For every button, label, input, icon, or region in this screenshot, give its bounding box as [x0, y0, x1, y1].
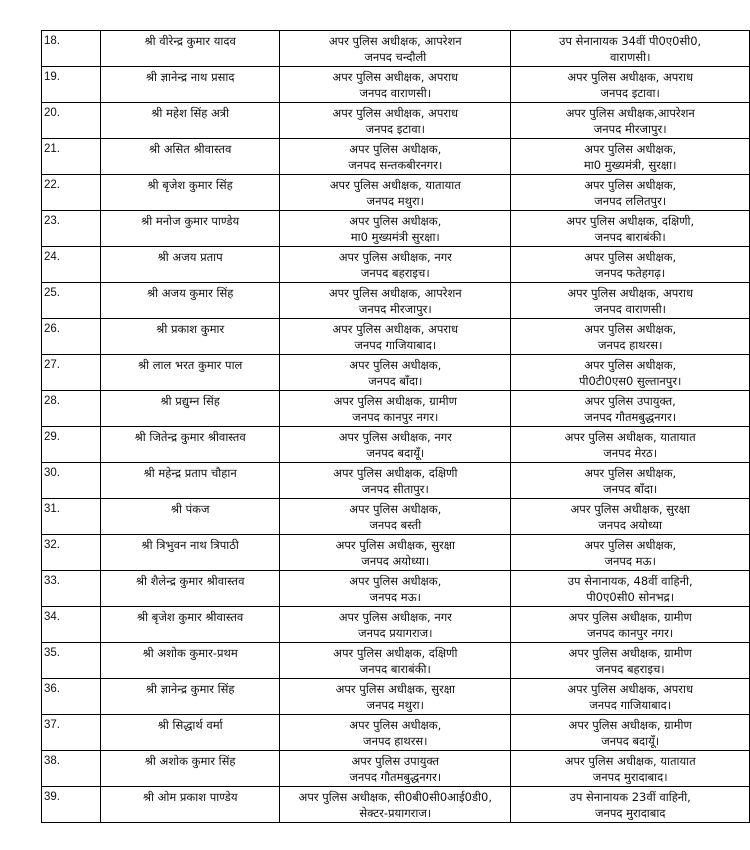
table-row: [42, 535, 750, 571]
table-row: [42, 319, 750, 355]
current-posting-cell: अपर पुलिस अधीक्षक, अपराध जनपद गाजियाबाद।: [280, 319, 511, 355]
current-posting-cell: अपर पुलिस अधीक्षक, जनपद बाँदा।: [280, 355, 511, 391]
table-row: [42, 463, 750, 499]
officer-name-cell: श्री अजय कुमार सिंह: [101, 283, 280, 319]
current-posting-cell: अपर पुलिस अधीक्षक, नगर जनपद बदायूँ।: [280, 427, 511, 463]
officer-name-cell: श्री सिद्धार्थ वर्मा: [101, 715, 280, 751]
table-row: [42, 643, 750, 679]
officer-name-cell: श्री मनोज कुमार पाण्डेय: [101, 211, 280, 247]
new-posting-cell: अपर पुलिस अधीक्षक, मा0 मुख्यमंत्री, सुरक्षा।: [511, 139, 750, 175]
serial-number-cell: 29.: [42, 427, 101, 463]
table-row: [42, 283, 750, 319]
table-row: [42, 175, 750, 211]
current-posting-cell: अपर पुलिस अधीक्षक, दक्षिणी जनपद सीतापुर।: [280, 463, 511, 499]
new-posting-cell: अपर पुलिस अधीक्षक, अपराध जनपद वाराणसी।: [511, 283, 750, 319]
officer-name-cell: श्री ज्ञानेन्द्र कुमार सिंह: [101, 679, 280, 715]
new-posting-cell: अपर पुलिस अधीक्षक, जनपद मऊ।: [511, 535, 750, 571]
new-posting-cell: उप सेनानायक 34वीं पी0ए0सी0, वाराणसी।: [511, 31, 750, 67]
current-posting-cell: अपर पुलिस अधीक्षक, जनपद हाथरस।: [280, 715, 511, 751]
serial-number-cell: 20.: [42, 103, 101, 139]
serial-number-cell: 31.: [42, 499, 101, 535]
current-posting-cell: अपर पुलिस अधीक्षक, ग्रामीण जनपद कानपुर नगर।: [280, 391, 511, 427]
serial-number-cell: 33.: [42, 571, 101, 607]
officer-name-cell: श्री प्रकाश कुमार: [101, 319, 280, 355]
table-row: [42, 67, 750, 103]
transfer-table-body: [42, 31, 750, 823]
new-posting-cell: उप सेनानायक 23वीं वाहिनी, जनपद मुरादाबाद: [511, 787, 750, 823]
serial-number-cell: 24.: [42, 247, 101, 283]
current-posting-cell: अपर पुलिस अधीक्षक, सुरक्षा जनपद अयोध्या।: [280, 535, 511, 571]
officer-name-cell: श्री लाल भरत कुमार पाल: [101, 355, 280, 391]
officer-name-cell: श्री महेन्द्र प्रताप चौहान: [101, 463, 280, 499]
officer-name-cell: श्री ओम प्रकाश पाण्डेय: [101, 787, 280, 823]
new-posting-cell: अपर पुलिस अधीक्षक,आपरेशन जनपद मीरजापुर।: [511, 103, 750, 139]
new-posting-cell: अपर पुलिस अधीक्षक, अपराध जनपद गाजियाबाद।: [511, 679, 750, 715]
table-row: [42, 247, 750, 283]
officer-name-cell: श्री बृजेश कुमार सिंह: [101, 175, 280, 211]
officer-name-cell: श्री ज्ञानेन्द्र नाथ प्रसाद: [101, 67, 280, 103]
table-row: [42, 499, 750, 535]
serial-number-cell: 39.: [42, 787, 101, 823]
transfer-table: [41, 30, 750, 823]
table-row: [42, 139, 750, 175]
officer-name-cell: श्री पंकज: [101, 499, 280, 535]
new-posting-cell: अपर पुलिस अधीक्षक, अपराध जनपद इटावा।: [511, 67, 750, 103]
new-posting-cell: अपर पुलिस उपायुक्त, जनपद गौतमबुद्धनगर।: [511, 391, 750, 427]
serial-number-cell: 22.: [42, 175, 101, 211]
serial-number-cell: 18.: [42, 31, 101, 67]
officer-name-cell: श्री अजय प्रताप: [101, 247, 280, 283]
serial-number-cell: 27.: [42, 355, 101, 391]
new-posting-cell: अपर पुलिस अधीक्षक, पी0टी0एस0 सुल्तानपुर।: [511, 355, 750, 391]
table-row: [42, 751, 750, 787]
serial-number-cell: 30.: [42, 463, 101, 499]
officer-name-cell: श्री प्रद्युम्न सिंह: [101, 391, 280, 427]
officer-name-cell: श्री वीरेन्द्र कुमार यादव: [101, 31, 280, 67]
serial-number-cell: 19.: [42, 67, 101, 103]
new-posting-cell: अपर पुलिस अधीक्षक, जनपद हाथरस।: [511, 319, 750, 355]
table-row: [42, 211, 750, 247]
serial-number-cell: 38.: [42, 751, 101, 787]
current-posting-cell: अपर पुलिस अधीक्षक, अपराध जनपद वाराणसी।: [280, 67, 511, 103]
current-posting-cell: अपर पुलिस अधीक्षक, दक्षिणी जनपद बाराबंकी।: [280, 643, 511, 679]
officer-name-cell: श्री बृजेश कुमार श्रीवास्तव: [101, 607, 280, 643]
serial-number-cell: 36.: [42, 679, 101, 715]
current-posting-cell: अपर पुलिस अधीक्षक, सी0बी0सी0आई0डी0, सेक्टर-प्रयागराज।: [280, 787, 511, 823]
current-posting-cell: अपर पुलिस अधीक्षक, सुरक्षा जनपद मथुरा।: [280, 679, 511, 715]
table-row: [42, 391, 750, 427]
new-posting-cell: उप सेनानायक, 48वीं वाहिनी, पी0ए0सी0 सोनभद्र।: [511, 571, 750, 607]
table-row: [42, 571, 750, 607]
current-posting-cell: अपर पुलिस अधीक्षक, जनपद सन्तकबीरनगर।: [280, 139, 511, 175]
new-posting-cell: अपर पुलिस अधीक्षक, जनपद ललितपुर।: [511, 175, 750, 211]
serial-number-cell: 25.: [42, 283, 101, 319]
serial-number-cell: 35.: [42, 643, 101, 679]
new-posting-cell: अपर पुलिस अधीक्षक, जनपद बाँदा।: [511, 463, 750, 499]
new-posting-cell: अपर पुलिस अधीक्षक, ग्रामीण जनपद कानपुर नगर।: [511, 607, 750, 643]
table-row: [42, 715, 750, 751]
new-posting-cell: अपर पुलिस अधीक्षक, ग्रामीण जनपद बदायूँ।: [511, 715, 750, 751]
current-posting-cell: अपर पुलिस अधीक्षक, जनपद मऊ।: [280, 571, 511, 607]
officer-name-cell: श्री शैलेन्द्र कुमार श्रीवास्तव: [101, 571, 280, 607]
current-posting-cell: अपर पुलिस उपायुक्त जनपद गौतमबुद्धनगर।: [280, 751, 511, 787]
current-posting-cell: अपर पुलिस अधीक्षक, नगर जनपद प्रयागराज।: [280, 607, 511, 643]
serial-number-cell: 34.: [42, 607, 101, 643]
new-posting-cell: अपर पुलिस अधीक्षक, जनपद फतेहगढ़।: [511, 247, 750, 283]
officer-name-cell: श्री त्रिभुवन नाथ त्रिपाठी: [101, 535, 280, 571]
officer-name-cell: श्री अशोक कुमार सिंह: [101, 751, 280, 787]
table-row: [42, 607, 750, 643]
current-posting-cell: अपर पुलिस अधीक्षक, यातायात जनपद मथुरा।: [280, 175, 511, 211]
table-row: [42, 355, 750, 391]
current-posting-cell: अपर पुलिस अधीक्षक, जनपद बस्ती: [280, 499, 511, 535]
current-posting-cell: अपर पुलिस अधीक्षक, अपराध जनपद इटावा।: [280, 103, 511, 139]
new-posting-cell: अपर पुलिस अधीक्षक, ग्रामीण जनपद बहराइच।: [511, 643, 750, 679]
table-row: [42, 679, 750, 715]
officer-name-cell: श्री महेश सिंह अत्री: [101, 103, 280, 139]
new-posting-cell: अपर पुलिस अधीक्षक, यातायात जनपद मेरठ।: [511, 427, 750, 463]
serial-number-cell: 28.: [42, 391, 101, 427]
serial-number-cell: 32.: [42, 535, 101, 571]
new-posting-cell: अपर पुलिस अधीक्षक, सुरक्षा जनपद अयोध्या: [511, 499, 750, 535]
new-posting-cell: अपर पुलिस अधीक्षक, यातायात जनपद मुरादाबाद।: [511, 751, 750, 787]
table-row: [42, 103, 750, 139]
table-row: [42, 427, 750, 463]
table-row: [42, 787, 750, 823]
officer-name-cell: श्री जितेन्द्र कुमार श्रीवास्तव: [101, 427, 280, 463]
serial-number-cell: 21.: [42, 139, 101, 175]
table-row: [42, 31, 750, 67]
current-posting-cell: अपर पुलिस अधीक्षक, नगर जनपद बहराइच।: [280, 247, 511, 283]
officer-name-cell: श्री अशोक कुमार-प्रथम: [101, 643, 280, 679]
current-posting-cell: अपर पुलिस अधीक्षक, आपरेशन जनपद मीरजापुर।: [280, 283, 511, 319]
current-posting-cell: अपर पुलिस अधीक्षक, मा0 मुख्यमंत्री सुरक्षा।: [280, 211, 511, 247]
officer-name-cell: श्री असित श्रीवास्तव: [101, 139, 280, 175]
serial-number-cell: 37.: [42, 715, 101, 751]
serial-number-cell: 26.: [42, 319, 101, 355]
new-posting-cell: अपर पुलिस अधीक्षक, दक्षिणी, जनपद बाराबंकी।: [511, 211, 750, 247]
serial-number-cell: 23.: [42, 211, 101, 247]
current-posting-cell: अपर पुलिस अधीक्षक, आपरेशन जनपद चन्दौली: [280, 31, 511, 67]
